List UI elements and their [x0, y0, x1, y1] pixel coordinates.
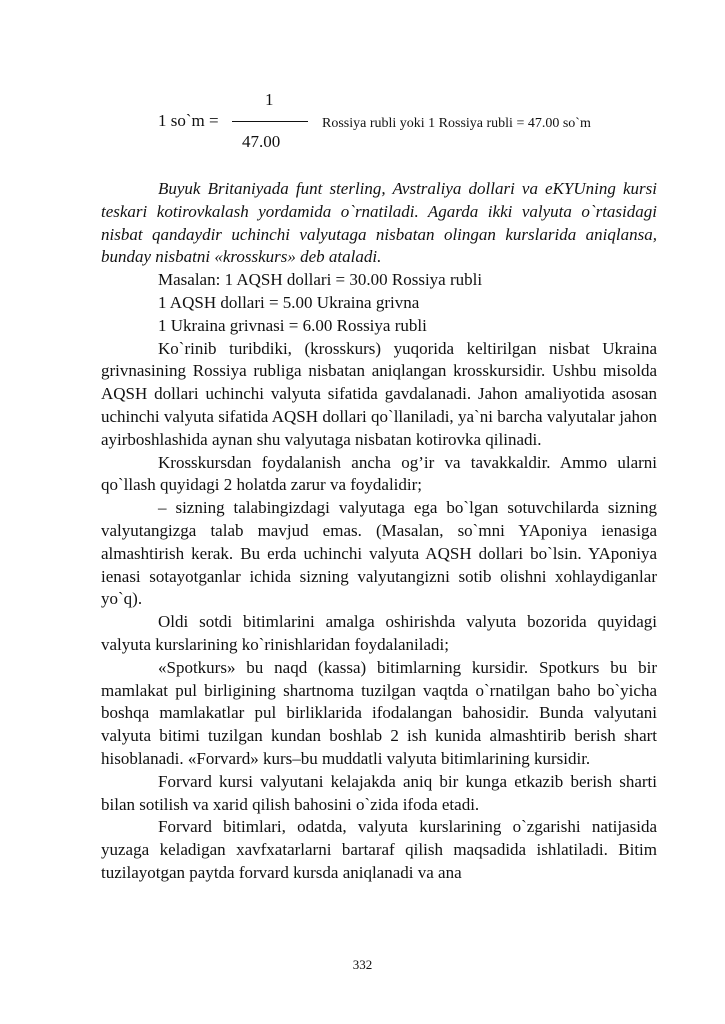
paragraph-krosskurs-usage: Krosskursdan foydalanish ancha og’ir va tavakkaldir. Ammo ularni qo`llash quyidagi 2 holatda zarur va foydalidir; — [101, 452, 657, 495]
paragraph-spotkurs: «Spotkurs» bu naqd (kassa) bitimlarning kursidir. Spotkurs bu bir mamlakat pul birligining shartnoma tuzilgan vaqtda o`rnatilgan baho bo`yicha boshqa mamlakatlar pul birliklarida ifodalangan bahosidir. Bunda valyutani valyuta bitimi tuzilgan kundan boshlab 2 ish kunida almashtirib berish shart hisoblanadi. «Forvard» kurs–bu muddatli valyuta bitimlarining kursidir. — [101, 657, 657, 768]
formula-lhs: 1 so`m = — [158, 111, 219, 130]
formula-denominator: 47.00 — [242, 132, 281, 151]
paragraph-usage-case: – sizning talabingizdagi valyutaga ega bo`lgan sotuvchilarda sizning valyutangizga talab mavjud emas. (Masalan, so`mni YAponiya ienasiga almashtirish kerak. Bu erda uchinchi valyuta AQSH dollari bo`lsin. YAponiya ienasi sotayotganlar ichida sizning valyutangizni sotib olishni xohlaydiganlar yo`q). — [101, 498, 657, 609]
paragraph-krosskurs-definition: Buyuk Britaniyada funt sterling, Avstraliya dollari va eKYUning kursi teskari kotirovkalash yordamida o`rnatiladi. Agarda ikki valyuta o`rtasidagi nisbat qandaydir uchinchi valyutaga nisbatan olingan kurslarida aniqlansa, bunday nisbatni «krosskurs» deb ataladi. — [101, 179, 657, 267]
fraction-bar — [232, 121, 308, 122]
formula-rhs: Rossiya rubli yoki 1 Rossiya rubli = 47.00 so`m — [322, 116, 591, 131]
paragraph-forward-rate: Forvard kursi valyutani kelajakda aniq bir kunga etkazib berish sharti bilan sotilish va xarid qilish bahosini o`zida ifoda etadi. — [101, 771, 657, 814]
formula-numerator: 1 — [265, 90, 274, 109]
paragraph-rate-types: Oldi sotdi bitimlarini amalga oshirishda valyuta bozorida quyidagi valyuta kurslarining ko`rinishlaridan foydalaniladi; — [101, 612, 657, 654]
page-number: 332 — [352, 957, 373, 972]
paragraph-krosskurs-explanation: Ko`rinib turibdiki, (krosskurs) yuqorida keltirilgan nisbat Ukraina grivnasining Rossiya rubliga nisbatan aniqlangan krosskursidir. Ushbu misolda AQSH dollari uchinchi valyuta sifatida gavdalanadi. Jahon amaliyotida asosan uchinchi valyuta sifatida AQSH dollari qo`llaniladi, ya`ni barcha valyutalar jahon ayirboshlashida aynan shu valyutaga nisbatan kotirovka qilinadi. — [101, 338, 657, 449]
example-line-3: 1 Ukraina grivnasi = 6.00 Rossiya rubli — [158, 315, 427, 335]
exchange-rate-formula — [0, 0, 725, 170]
body-text — [101, 178, 657, 885]
example-line-2: 1 AQSH dollari = 5.00 Ukraina grivna — [158, 292, 420, 312]
example-line-1: Masalan: 1 AQSH dollari = 30.00 Rossiya rubli — [158, 270, 483, 290]
paragraph-forward-deals: Forvard bitimlari, odatda, valyuta kurslarining o`zgarishi natijasida yuzaga keladigan xavfxatarlarni bartaraf qilish maqsadida ishlatiladi. Bitim tuzilayotgan paytda forvard kursda aniqlanadi va ana — [101, 817, 657, 882]
